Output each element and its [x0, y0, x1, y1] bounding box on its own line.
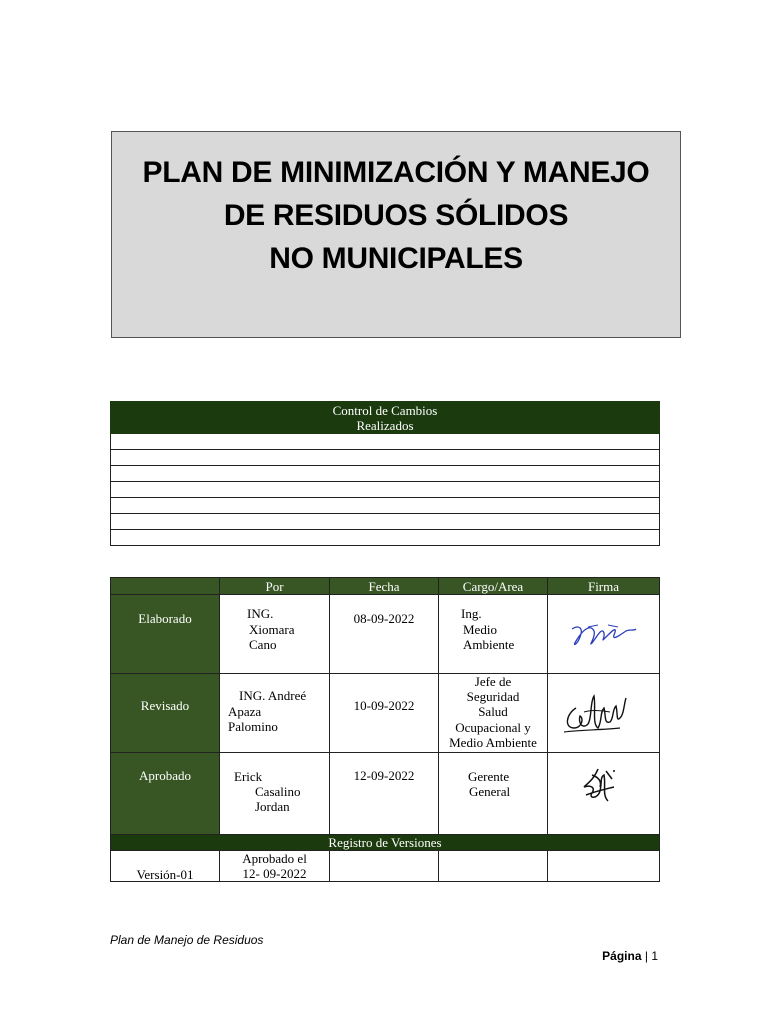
table-row	[111, 674, 660, 753]
page-number: 1	[651, 949, 658, 963]
aprobado-el-cell	[220, 851, 330, 882]
por-line: Palomino	[228, 719, 278, 734]
por-line: Casalino	[255, 784, 301, 799]
table-row	[111, 595, 660, 674]
version-cell	[111, 851, 220, 882]
aprobaciones-table	[110, 577, 660, 882]
signature-elaborado-icon	[568, 617, 640, 653]
version-empty-cell	[330, 851, 439, 882]
fecha-cell	[330, 753, 439, 835]
cargo-line: Ing.	[461, 606, 482, 621]
footer-page-number	[602, 949, 658, 963]
signature-aprobado-icon	[578, 765, 622, 809]
por-cell	[220, 595, 330, 674]
control-cambios-row	[111, 450, 660, 466]
cargo-line: Salud	[478, 704, 508, 719]
row-label-text: Aprobado	[139, 768, 191, 783]
control-cambios-header-line1: Control de Cambios	[332, 402, 438, 418]
title-line-3: NO MUNICIPALES	[269, 242, 523, 275]
control-cambios-table	[110, 401, 660, 546]
fecha-cell	[330, 595, 439, 674]
por-line: Jordan	[255, 799, 290, 814]
fecha-text: 10-09-2022	[353, 698, 415, 713]
registro-versiones-header: Registro de Versiones	[111, 835, 660, 851]
header-firma: Firma	[548, 578, 660, 595]
control-cambios-row	[111, 530, 660, 546]
cargo-line: Medio Ambiente	[449, 735, 537, 750]
aprobado-el-line1: Aprobado el	[242, 851, 307, 866]
control-cambios-row	[111, 482, 660, 498]
por-line: Apaza	[228, 704, 262, 719]
firma-cell	[548, 595, 660, 674]
control-cambios-row	[111, 466, 660, 482]
por-line: ING. Andreé	[239, 688, 307, 703]
title-line-2: DE RESIDUOS SÓLIDOS	[223, 199, 569, 232]
footer-document-name: Plan de Manejo de Residuos	[110, 933, 264, 947]
table-row	[111, 753, 660, 835]
header-cargo: Cargo/Area	[439, 578, 548, 595]
cargo-line: Ocupacional y	[455, 720, 531, 735]
fecha-text: 08-09-2022	[353, 611, 415, 626]
cargo-line: General	[469, 784, 511, 799]
firma-cell	[548, 753, 660, 835]
header-fecha: Fecha	[330, 578, 439, 595]
por-line: ING.	[247, 606, 274, 621]
row-label-revisado	[111, 674, 220, 753]
control-cambios-header-line2: Realizados	[356, 417, 414, 433]
fecha-text: 12-09-2022	[353, 768, 415, 783]
control-cambios-row	[111, 498, 660, 514]
aprobado-el-line2: 12- 09-2022	[242, 866, 307, 881]
control-cambios-header	[111, 402, 660, 434]
header-empty-cell	[111, 578, 220, 595]
cargo-line: Gerente	[468, 769, 510, 784]
document-title-box	[111, 131, 681, 338]
cargo-line: Ambiente	[463, 637, 515, 652]
por-cell	[220, 753, 330, 835]
row-label-text: Elaborado	[138, 611, 192, 626]
version-empty-cell	[439, 851, 548, 882]
cargo-line: Jefe de	[474, 674, 512, 689]
control-cambios-row	[111, 514, 660, 530]
firma-cell	[548, 674, 660, 753]
header-por: Por	[220, 578, 330, 595]
cargo-cell	[439, 595, 548, 674]
table-row	[111, 851, 660, 882]
cargo-cell	[439, 674, 548, 753]
por-line: Erick	[234, 769, 263, 784]
page-label: Página	[602, 949, 642, 963]
page-separator: |	[644, 949, 648, 963]
fecha-cell	[330, 674, 439, 753]
row-label-elaborado	[111, 595, 220, 674]
por-line: Cano	[249, 637, 277, 652]
row-label-text: Revisado	[140, 698, 190, 713]
control-cambios-row	[111, 434, 660, 450]
version-empty-cell	[548, 851, 660, 882]
title-line-1: PLAN DE MINIMIZACIÓN Y MANEJO	[142, 156, 650, 189]
row-label-aprobado	[111, 753, 220, 835]
por-line: Xiomara	[249, 622, 295, 637]
cargo-line: Seguridad	[466, 689, 520, 704]
version-label: Versión-01	[136, 867, 194, 882]
por-cell	[220, 674, 330, 753]
cargo-cell	[439, 753, 548, 835]
cargo-line: Medio	[463, 622, 497, 637]
signature-revisado-icon	[560, 688, 632, 740]
